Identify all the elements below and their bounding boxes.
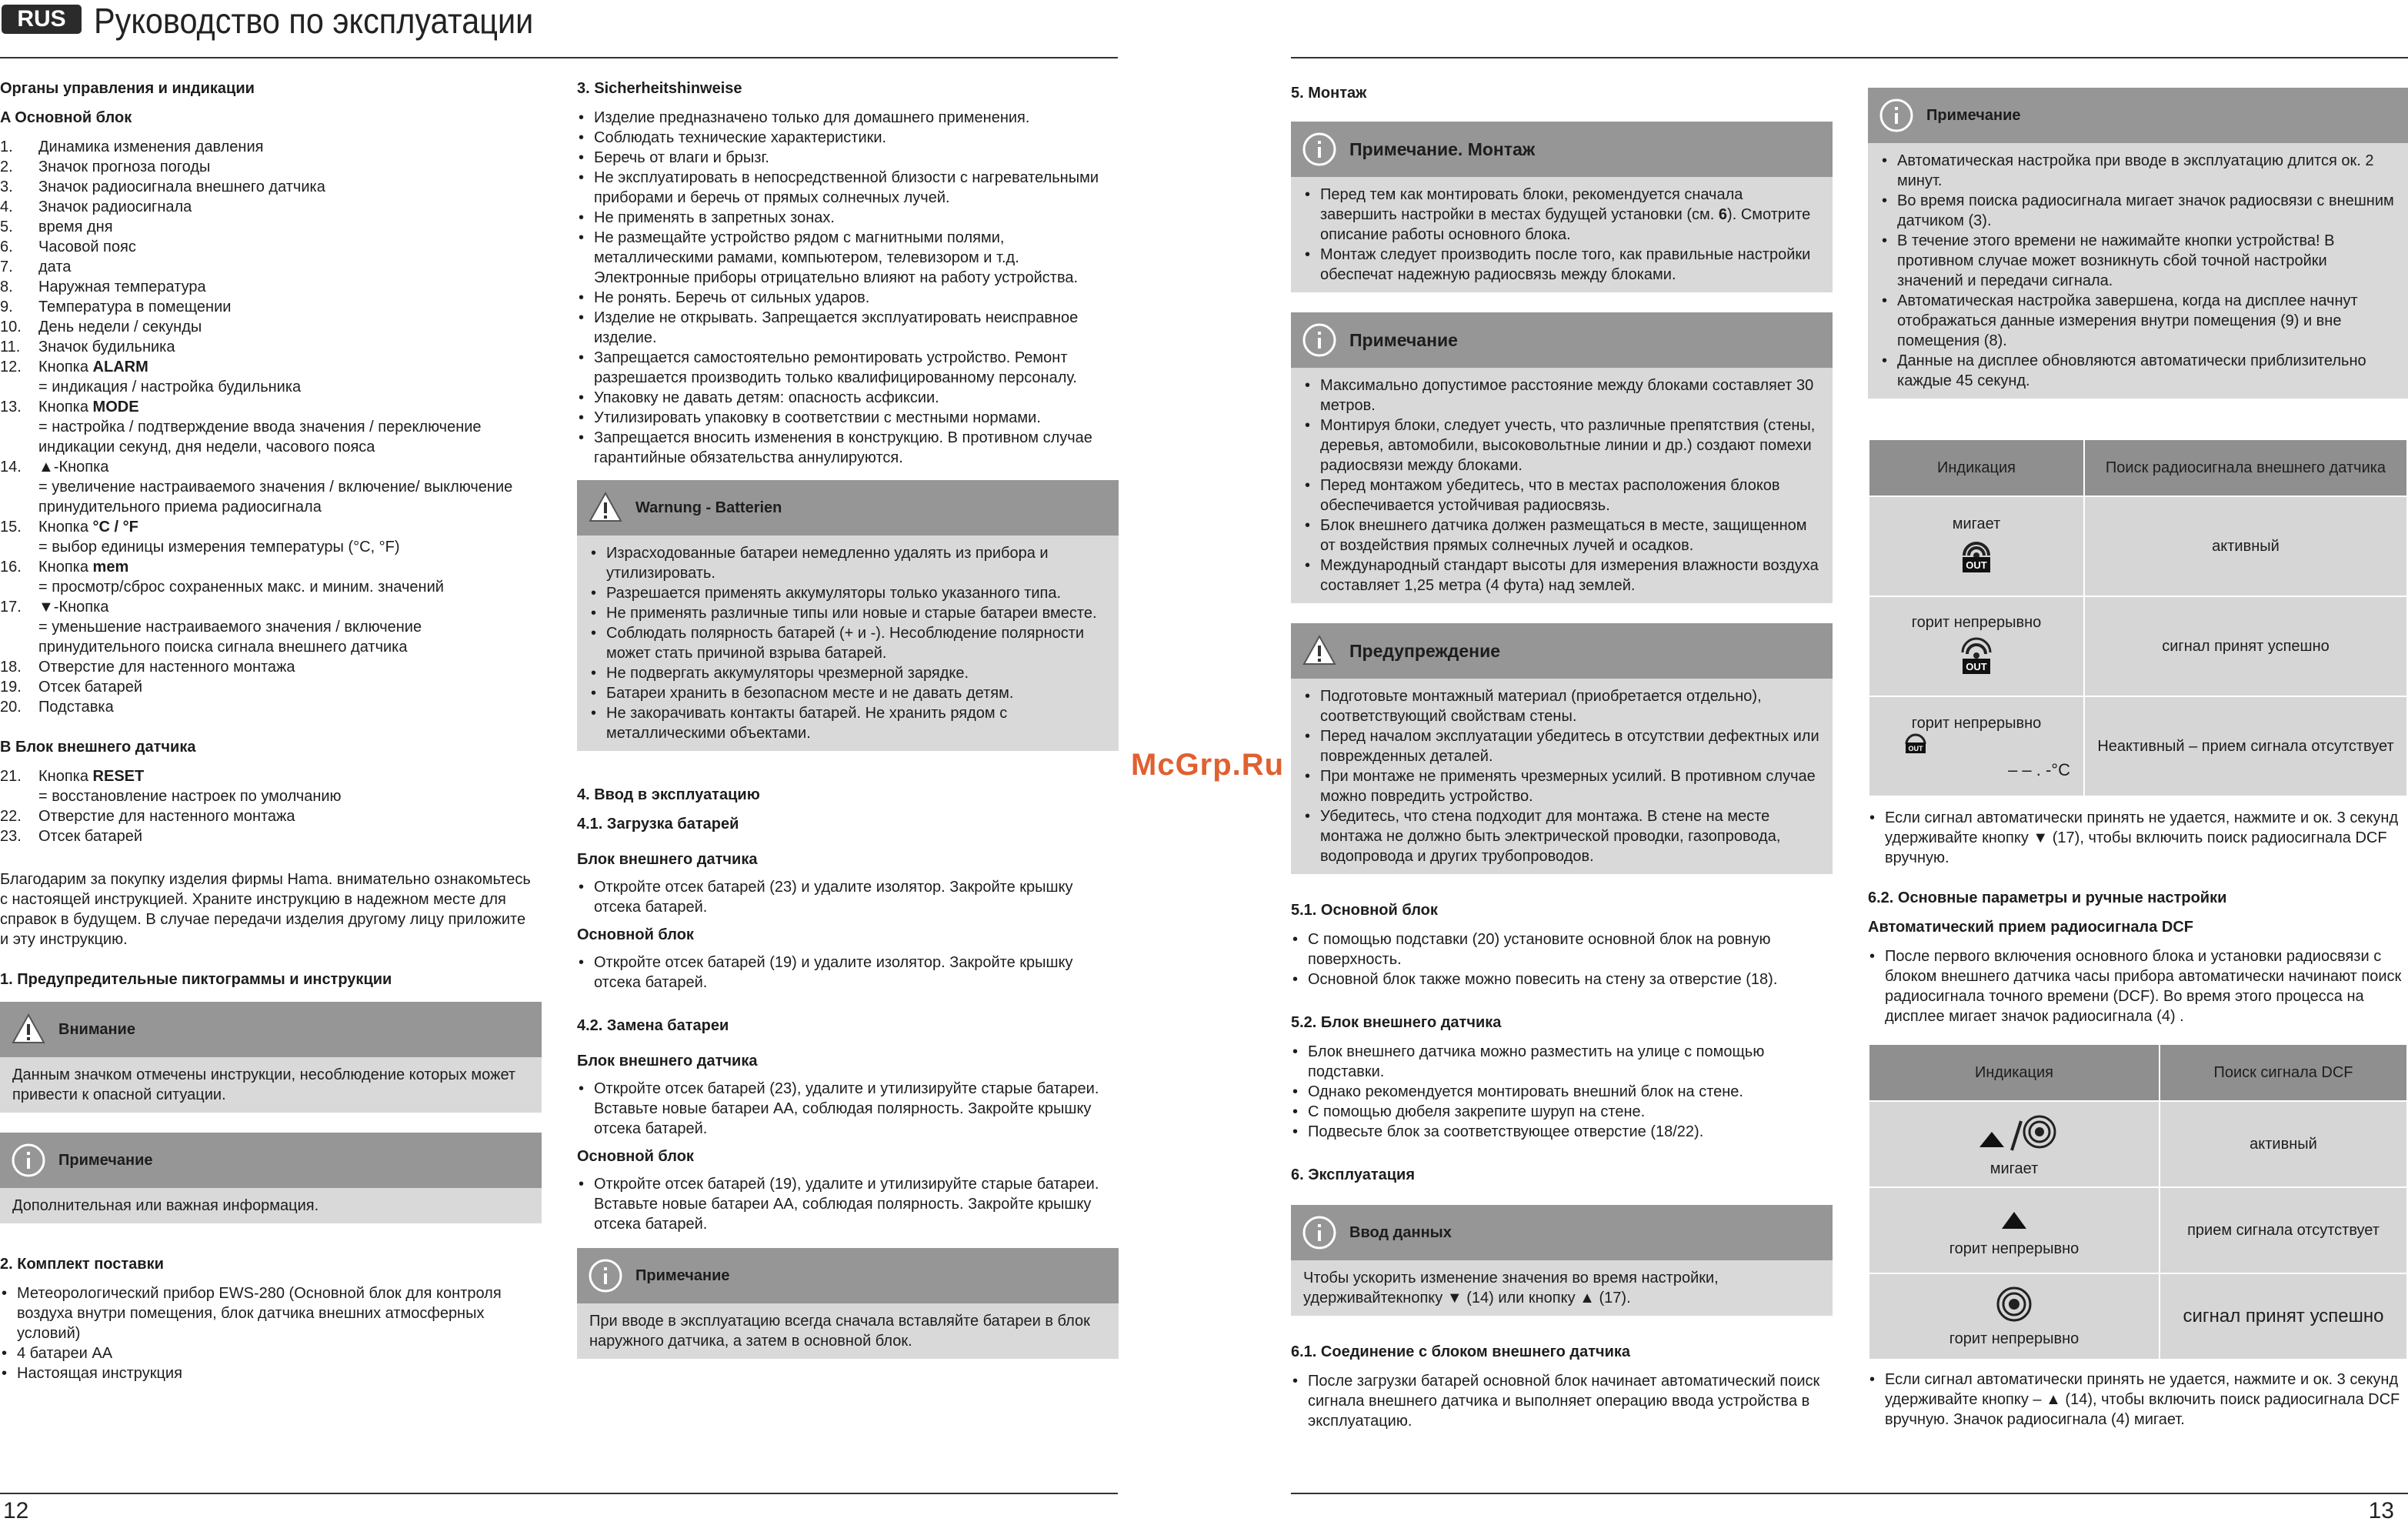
- input-note-box: [1291, 1205, 1833, 1316]
- item-description: = просмотр/сброс сохраненных макс. и миним. значений: [38, 579, 444, 596]
- item-text: Подставка: [38, 699, 114, 716]
- item-number: 8.: [0, 279, 13, 295]
- mount-warning-body: [1291, 679, 1833, 874]
- item-number: 21.: [0, 768, 22, 785]
- table-row: [1869, 1101, 2407, 1187]
- list-item: • Автоматическая настройка при вводе в эксплуатацию длится ок. 2 минут.: [1880, 151, 2396, 191]
- table-cell: активный: [2084, 496, 2407, 596]
- s42-sensor-list: [577, 1079, 1119, 1139]
- mount-note-box: [1291, 122, 1833, 292]
- battery-warning-header: [577, 480, 1119, 536]
- sensor-unit-list: [0, 766, 542, 846]
- info-icon: [1302, 1215, 1337, 1250]
- battery-warning-title: Warnung - Batterien: [635, 499, 782, 516]
- text-part: ). Смотрите описание работы основного блока.: [1320, 206, 1811, 243]
- item-number: 1.: [0, 138, 13, 155]
- sensor-subtitle: Блок внешнего датчика: [577, 851, 758, 868]
- item-text: Часовой пояс: [38, 239, 136, 255]
- list-item: • Международный стандарт высоты для измерения влажности воздуха составляет 1,25 метра (4 фута) над землей.: [1303, 556, 1820, 596]
- document-title: Руководство по эксплуатации: [94, 1, 534, 41]
- mount-warning-box: [1291, 623, 1833, 874]
- list-item: • Запрещается вносить изменения в конструкцию. В противном случае гарантийные обязательства аннулируются.: [577, 428, 1119, 468]
- mount-note-list: [1303, 185, 1820, 285]
- item-number: 13.: [0, 399, 22, 415]
- item-key: ALARM: [92, 359, 148, 375]
- note-text: Дополнительная или важная информация.: [0, 1188, 542, 1223]
- s42-main-list: [577, 1174, 1119, 1234]
- table-cell: [1869, 596, 2084, 696]
- table-cell: [1869, 1273, 2160, 1360]
- list-item: • Соблюдать технические характеристики.: [577, 128, 1119, 148]
- list-item: [0, 517, 542, 557]
- table-row: [1869, 496, 2407, 596]
- list-item: • Беречь от влаги и брызг.: [577, 148, 1119, 168]
- item-description: = увеличение настраиваемого значения / включение/ выключение принудительного приема радиосигнала: [38, 479, 513, 516]
- list-item: • Не применять в запретных зонах.: [577, 208, 1119, 228]
- list-item: • Откройте отсек батарей (19) и удалите изолятор. Закройте крышку отсека батарей.: [577, 953, 1119, 993]
- lcd-readout: – – . -°C: [2008, 759, 2070, 779]
- list-item: • Откройте отсек батарей (23), удалите и утилизируйте старые батареи. Вставьте новые батареи AA, соблюдая полярность. Закройте крышку отсека батарей.: [577, 1079, 1119, 1139]
- table-cell: Неактивный – прием сигнала отсутствует: [2084, 696, 2407, 796]
- list-item: • Батареи хранить в безопасном месте и не давать детям.: [589, 683, 1106, 703]
- list-item: • Не эксплуатировать в непосредственной близости с нагревательными приборами и беречь от прямых солнечных лучей.: [577, 168, 1119, 208]
- list-item: [0, 397, 542, 457]
- note-header: [0, 1133, 542, 1188]
- list-item: • Данные на дисплее обновляются автоматически приблизительно каждые 45 секунд.: [1880, 351, 2396, 391]
- item-text: Значок радиосигнала внешнего датчика: [38, 179, 325, 195]
- down-arrow-icon: ▼: [1446, 1290, 1462, 1306]
- item-number: 20.: [0, 699, 22, 716]
- list-item: [1868, 1370, 2408, 1430]
- item-text: Отверстие для настенного монтажа: [38, 659, 295, 676]
- state-label: горит непрерывно: [1911, 613, 2042, 631]
- list-item: [0, 217, 542, 237]
- list-item: [1303, 185, 1820, 245]
- list-item: • Монтируя блоки, следует учесть, что различные препятствия (стены, деревья, автомобили, высоковольтные линии и др.) создают помехи радиосвязи между блоками.: [1303, 415, 1820, 476]
- section-5-2-title: 5.2. Блок внешнего датчика: [1291, 1014, 1502, 1031]
- item-text: Динамика изменения давления: [38, 138, 264, 155]
- list-item: • Не применять различные типы или новые и старые батареи вместе.: [589, 603, 1106, 623]
- table-cell: активный: [2160, 1101, 2407, 1187]
- item-number: 7.: [0, 259, 13, 275]
- item-number: 23.: [0, 828, 22, 845]
- item-number: 22.: [0, 808, 22, 825]
- section-5-1-title: 5.1. Основной блок: [1291, 902, 1438, 919]
- list-item: • Перед монтажом убедитесь, что в местах расположения блоков обеспечивается устойчивая радиосвязь.: [1303, 476, 1820, 516]
- list-item: [0, 457, 542, 517]
- item-number: 16.: [0, 559, 22, 576]
- auto-dcf-title: Автоматический прием радиосигнала DCF: [1868, 919, 2193, 936]
- warning-triangle-icon: [1302, 633, 1337, 669]
- list-item: [0, 806, 542, 826]
- table-cell: сигнал принят успешно: [2160, 1273, 2407, 1360]
- column-left: [0, 77, 542, 1383]
- state-label: мигает: [1952, 515, 2001, 532]
- state-label: горит непрерывно: [1949, 1240, 2079, 1257]
- item-number: 15.: [0, 519, 22, 536]
- mount-note2-title: Примечание: [1349, 330, 1458, 350]
- list-item: • Основной блок также можно повесить на стену за отверстие (18).: [1291, 969, 1833, 989]
- item-number: 14.: [0, 459, 22, 476]
- table-cell: [1869, 1101, 2160, 1187]
- info-icon: [1879, 98, 1914, 133]
- outdoor-signal-icon: [1961, 534, 1992, 574]
- list-item: • Соблюдать полярность батарей (+ и -). Несоблюдение полярности может стать причиной взрыва батарей.: [589, 623, 1106, 663]
- item-number: 10.: [0, 319, 22, 335]
- list-item: • Израсходованные батареи немедленно удалять из прибора и утилизировать.: [589, 543, 1106, 583]
- warning-triangle-icon: [588, 490, 623, 526]
- outdoor-icon-small: [1904, 733, 1927, 755]
- sensor-unit-title: B Блок внешнего датчика: [0, 739, 196, 756]
- table-header: Поиск сигнала DCF: [2160, 1044, 2407, 1101]
- connection-list: [1291, 1371, 1833, 1431]
- list-item: [0, 137, 542, 157]
- table-cell: сигнал принят успешно: [2084, 596, 2407, 696]
- list-item: • При монтаже не применять чрезмерных усилий. В противном случае можно повредить устройство.: [1303, 766, 1820, 806]
- sensor-mount-list: [1291, 1042, 1833, 1142]
- down-arrow-icon: ▼: [2033, 829, 2049, 846]
- item-key: °C / °F: [92, 519, 138, 536]
- list-item: • 4 батареи AA: [0, 1343, 531, 1363]
- main-unit-list: [0, 137, 542, 717]
- table-header: Индикация: [1869, 439, 2084, 496]
- main-unit-title: A Основной блок: [0, 109, 132, 126]
- attention-title: Внимание: [58, 1021, 135, 1038]
- text-part: (17).: [1594, 1290, 1631, 1306]
- state-label: горит непрерывно: [1949, 1330, 2079, 1347]
- item-description: = уменьшение настраиваемого значения / включение принудительного поиска сигнала внешнего датчика: [38, 619, 422, 656]
- item-number: 12.: [0, 359, 22, 375]
- list-item: [0, 597, 542, 657]
- list-item: [0, 677, 542, 697]
- s41-sensor-list: [577, 877, 1119, 917]
- setup-note-box: [1868, 88, 2408, 399]
- state-label: мигает: [1989, 1160, 2039, 1177]
- item-text: Отсек батарей: [38, 679, 143, 696]
- text-part: Если сигнал автоматически принять не удается, нажмите и ок. 3 секунд удерживайте кнопку: [1885, 809, 2399, 846]
- list-item: • Не размещайте устройство рядом с магнитными полями, металлическими рамами, компьютером, телевизором и т.д. Электронные приборы отрицательно влияют на работу устройства.: [577, 228, 1119, 288]
- list-item: • Монтаж следует производить после того, как правильные настройки обеспечат надежную радиосвязь между блоками.: [1303, 245, 1820, 285]
- battery-warning-box: [577, 480, 1119, 751]
- controls-title: Органы управления и индикации: [0, 80, 255, 97]
- item-text: время дня: [38, 219, 113, 235]
- commissioning-note-header: [577, 1248, 1119, 1303]
- list-item: • Настоящая инструкция: [0, 1363, 531, 1383]
- sensor-signal-table: [1868, 439, 2408, 797]
- safety-list: [577, 108, 1119, 468]
- mount-warning-list: [1303, 686, 1820, 866]
- table-row: [1869, 596, 2407, 696]
- item-number: 4.: [0, 199, 13, 215]
- item-number: 11.: [0, 339, 21, 355]
- mount-note2-box: [1291, 312, 1833, 603]
- after-table2-list: [1868, 1370, 2408, 1430]
- delivery-list: [0, 1283, 531, 1383]
- list-item: • Упаковку не давать детям: опасность асфиксии.: [577, 388, 1119, 408]
- auto-dcf-list: [1868, 946, 2408, 1026]
- outdoor-signal-icon: [1961, 632, 1992, 676]
- commissioning-note-box: [577, 1248, 1119, 1359]
- list-item: • С помощью дюбеля закрепите шуруп на стене.: [1291, 1102, 1833, 1122]
- up-arrow-icon: ▲: [1579, 1290, 1595, 1306]
- list-item: [0, 697, 542, 717]
- item-key: RESET: [92, 768, 145, 785]
- item-number: 6.: [0, 239, 13, 255]
- item-number: 9.: [0, 299, 13, 315]
- battery-warning-body: [577, 536, 1119, 751]
- text-part: (14) или кнопку: [1462, 1290, 1580, 1306]
- table-header: Поиск радиосигнала внешнего датчика: [2084, 439, 2407, 496]
- item-text: дата: [38, 259, 72, 275]
- item-number: 19.: [0, 679, 22, 696]
- info-icon: [1302, 132, 1337, 167]
- main-unit-mount-list: [1291, 929, 1833, 989]
- list-item: • Не ронять. Беречь от сильных ударов.: [577, 288, 1119, 308]
- item-text: Значок прогноза погоды: [38, 159, 211, 175]
- item-prefix: Кнопка: [38, 768, 93, 785]
- item-text: -Кнопка: [53, 459, 109, 476]
- section-4-title: 4. Ввод в эксплуатацию: [577, 786, 760, 803]
- item-number: 2.: [0, 159, 13, 175]
- list-item: • Подвесьте блок за соответствующее отверстие (18/22).: [1291, 1122, 1833, 1142]
- list-item: [0, 297, 542, 317]
- text-part: (14), чтобы включить поиск радиосигнала DCF вручную. Значок радиосигнала (4) мигает.: [1885, 1391, 2400, 1428]
- list-item: • Откройте отсек батарей (23) и удалите изолятор. Закройте крышку отсека батарей.: [577, 877, 1119, 917]
- column-second: [577, 77, 1119, 1359]
- item-prefix: Кнопка: [38, 399, 93, 415]
- list-item: • Изделие не открывать. Запрещается эксплуатировать неисправное изделие.: [577, 308, 1119, 348]
- note-box: [0, 1133, 542, 1223]
- item-number: 3.: [0, 179, 13, 195]
- input-note-title: Ввод данных: [1349, 1224, 1452, 1241]
- info-icon: [11, 1143, 46, 1178]
- list-item: • Автоматическая настройка завершена, когда на дисплее начнут отображаться данные измерения внутри помещения (9) и вне помещения (8).: [1880, 291, 2396, 351]
- item-key: MODE: [92, 399, 139, 415]
- main-subtitle: Основной блок: [577, 926, 694, 943]
- item-description: = выбор единицы измерения температуры (°C, °F): [38, 539, 400, 556]
- list-item: • Не закорачивать контакты батарей. Не хранить рядом с металлическими объектами.: [589, 703, 1106, 743]
- list-item: [0, 337, 542, 357]
- item-description: = восстановление настроек по умолчанию: [38, 788, 342, 805]
- page-number-right: 13: [2368, 1498, 2394, 1523]
- input-note-body: [1291, 1260, 1833, 1316]
- item-prefix: Кнопка: [38, 359, 93, 375]
- thanks-paragraph: Благодарим за покупку изделия фирмы Hama. внимательно ознакомьтесь с настоящей инструкцией. Храните инструкцию в надежном месте для справок в будущем. В случае передачи изделия другому лицу приложите и эту инструкцию.: [0, 871, 531, 948]
- table-cell: прием сигнала отсутствует: [2160, 1187, 2407, 1273]
- list-item: [0, 317, 542, 337]
- text-bold: 6: [1718, 206, 1728, 223]
- list-item: [0, 657, 542, 677]
- watermark-text: McGrp.Ru: [1131, 748, 1285, 782]
- list-item: • Блок внешнего датчика можно разместить на улице с помощью подставки.: [1291, 1042, 1833, 1082]
- section-4-1-title: 4.1. Загрузка батарей: [577, 816, 739, 833]
- item-text: Наружная температура: [38, 279, 206, 295]
- mount-warning-title: Предупреждение: [1349, 641, 1500, 661]
- after-table1-list: [1868, 808, 2408, 868]
- setup-note-header: [1868, 88, 2408, 143]
- radio-signal-icon: [1995, 1285, 2033, 1323]
- section-6-title: 6. Эксплуатация: [1291, 1166, 1416, 1183]
- table-cell: [1869, 496, 2084, 596]
- info-icon: [588, 1258, 623, 1293]
- dcf-signal-table: [1868, 1043, 2408, 1360]
- list-item: • После загрузки батарей основной блок начинает автоматический поиск сигнала внешнего датчика и выполняет операцию ввода устройства в эксплуатацию.: [1291, 1371, 1833, 1431]
- commissioning-note-text: При вводе в эксплуатацию всегда сначала вставляйте батареи в блок наружного датчика, а затем в основной блок.: [577, 1303, 1119, 1359]
- list-item: • Однако рекомендуется монтировать внешний блок на стене.: [1291, 1082, 1833, 1102]
- up-arrow-icon: ▲: [2046, 1391, 2061, 1408]
- attention-header: [0, 1002, 542, 1057]
- list-item: • В течение этого времени не нажимайте кнопки устройства! В противном случае может возникнуть сбой точной настройки значений и передачи сигнала.: [1880, 231, 2396, 291]
- item-text: Значок будильника: [38, 339, 175, 355]
- list-item: • Убедитесь, что стена подходит для монтажа. В стене на месте монтажа не должно быть электрической проводки, газопровода, водопровода и других трубопроводов.: [1303, 806, 1820, 866]
- list-item: • Перед началом эксплуатации убедитесь в отсутствии дефектных или поврежденных деталей.: [1303, 726, 1820, 766]
- warning-triangle-icon: [11, 1012, 46, 1047]
- list-item: [0, 237, 542, 257]
- table-header: Индикация: [1869, 1044, 2160, 1101]
- setup-note-body: [1868, 143, 2408, 399]
- list-item: [0, 157, 542, 177]
- item-description: = настройка / подтверждение ввода значения / переключение индикации секунд, дня недели, часового пояса: [38, 419, 482, 455]
- list-item: [0, 826, 542, 846]
- list-item: [0, 197, 542, 217]
- list-item: • Изделие предназначено только для домашнего применения.: [577, 108, 1119, 128]
- attention-text: Данным значком отмечены инструкции, несоблюдение которых может привести к опасной ситуации.: [0, 1057, 542, 1113]
- mount-note-title: Примечание. Монтаж: [1349, 139, 1536, 159]
- mount-warning-header: [1291, 623, 1833, 679]
- commissioning-note-title: Примечание: [635, 1267, 730, 1284]
- list-item: [0, 766, 542, 806]
- svg-text:OUT: OUT: [1966, 559, 1987, 571]
- section-6-2-title: 6.2. Основные параметры и ручные настройки: [1868, 889, 2227, 906]
- item-text: Отсек батарей: [38, 828, 143, 845]
- section-6-1-title: 6.1. Соединение с блоком внешнего датчика: [1291, 1343, 1631, 1360]
- list-item: [1868, 808, 2408, 868]
- list-item: • После первого включения основного блока и установки радиосвязи с блоком внешнего датчика часы прибора автоматически начинают поиск радиосигнала точного времени (DCF). Во время этого процесса на дисплее мигает значок радиосигнала (4) .: [1868, 946, 2408, 1026]
- s41-main-list: [577, 953, 1119, 993]
- list-item: • Запрещается самостоятельно ремонтировать устройство. Ремонт разрешается производить только квалифицированному персоналу.: [577, 348, 1119, 388]
- section-3-title: 3. Sicherheitshinweise: [577, 80, 742, 97]
- language-badge: RUS: [2, 5, 82, 34]
- section-2-title: 2. Комплект поставки: [0, 1256, 164, 1273]
- item-prefix: Кнопка: [38, 519, 93, 536]
- item-text: Значок радиосигнала: [38, 199, 192, 215]
- list-item: • Утилизировать упаковку в соответствии с местными нормами.: [577, 408, 1119, 428]
- column-right: [1868, 77, 2408, 1430]
- mount-note2-list: [1303, 375, 1820, 596]
- tower-radio-icon: [1972, 1110, 2056, 1153]
- section-1-title: 1. Предупредительные пиктограммы и инструкции: [0, 971, 392, 988]
- svg-text:OUT: OUT: [1908, 744, 1923, 752]
- text-part: Чтобы ускорить изменение значения во время настройки, удерживайтекнопку: [1303, 1270, 1719, 1306]
- list-item: • Блок внешнего датчика должен размещаться в месте, защищенном от воздействия прямых солнечных лучей и осадков.: [1303, 516, 1820, 556]
- item-prefix: Кнопка: [38, 559, 93, 576]
- column-third: [1291, 77, 1833, 1431]
- mount-note2-header: [1291, 312, 1833, 368]
- list-item: • Во время поиска радиосигнала мигает значок радиосвязи с внешним датчиком (3).: [1880, 191, 2396, 231]
- list-item: [0, 557, 542, 597]
- list-item: [0, 257, 542, 277]
- mount-note2-body: [1291, 368, 1833, 603]
- table-cell: [1869, 1187, 2160, 1273]
- list-item: • Разрешается применять аккумуляторы только указанного типа.: [589, 583, 1106, 603]
- table-row: [1869, 696, 2407, 796]
- attention-box: [0, 1002, 542, 1113]
- item-description: = индикация / настройка будильника: [38, 379, 302, 395]
- list-item: • С помощью подставки (20) установите основной блок на ровную поверхность.: [1291, 929, 1833, 969]
- item-number: 5.: [0, 219, 13, 235]
- item-text: -Кнопка: [53, 599, 109, 616]
- section-4-2-title: 4.2. Замена батареи: [577, 1017, 729, 1034]
- note-title: Примечание: [58, 1152, 153, 1169]
- footer-rule-left: [0, 1493, 1118, 1494]
- svg-text:OUT: OUT: [1966, 660, 1987, 672]
- list-item: [0, 357, 542, 397]
- sensor-subtitle: Блок внешнего датчика: [577, 1053, 758, 1070]
- item-text: Температура в помещении: [38, 299, 232, 315]
- item-prefix: ▼: [38, 599, 54, 616]
- text-part: Если сигнал автоматически принять не удается, нажмите и ок. 3 секунд удерживайте кнопку –: [1885, 1371, 2399, 1408]
- item-text: Отверстие для настенного монтажа: [38, 808, 295, 825]
- list-item: • Подготовьте монтажный материал (приобретается отдельно), соответствующий свойствам стены.: [1303, 686, 1820, 726]
- info-icon: [1302, 322, 1337, 358]
- list-item: • Откройте отсек батарей (19), удалите и утилизируйте старые батареи. Вставьте новые батареи AA, соблюдая полярность. Закройте крышку отсека батарей.: [577, 1174, 1119, 1234]
- mount-note-header: [1291, 122, 1833, 177]
- state-label: горит непрерывно: [1911, 714, 2042, 732]
- list-item: • Не подвергать аккумуляторы чрезмерной зарядке.: [589, 663, 1106, 683]
- mount-note-body: [1291, 177, 1833, 292]
- table-row: [1869, 1187, 2407, 1273]
- setup-note-title: Примечание: [1926, 107, 2021, 124]
- input-note-header: [1291, 1205, 1833, 1260]
- text-part: Перед тем как монтировать блоки, рекомендуется сначала завершить настройки в местах будущей установки (см.: [1320, 186, 1743, 223]
- item-key: mem: [92, 559, 129, 576]
- header-rule-right: [1291, 57, 2408, 58]
- section-5-title: 5. Монтаж: [1291, 85, 1367, 102]
- main-subtitle: Основной блок: [577, 1148, 694, 1165]
- list-item: [0, 277, 542, 297]
- list-item: • Максимально допустимое расстояние между блоками составляет 30 метров.: [1303, 375, 1820, 415]
- battery-warning-list: [589, 543, 1106, 743]
- tower-icon: [1999, 1203, 2029, 1233]
- item-number: 18.: [0, 659, 22, 676]
- item-number: 17.: [0, 599, 22, 616]
- list-item: • Метеорологический прибор EWS-280 (Основной блок для контроля воздуха внутри помещения, блок датчика внешних атмосферных условий): [0, 1283, 531, 1343]
- item-text: День недели / секунды: [38, 319, 202, 335]
- text-part: (17), чтобы включить поиск радиосигнала DCF вручную.: [1885, 829, 2387, 866]
- table-row: [1869, 1273, 2407, 1360]
- setup-note-list: [1880, 151, 2396, 391]
- table-cell: [1869, 696, 2084, 796]
- item-prefix: ▲: [38, 459, 54, 476]
- footer-rule-right: [1291, 1493, 2408, 1494]
- page-number-left: 12: [3, 1498, 29, 1523]
- header-rule: [0, 57, 1118, 58]
- list-item: [0, 177, 542, 197]
